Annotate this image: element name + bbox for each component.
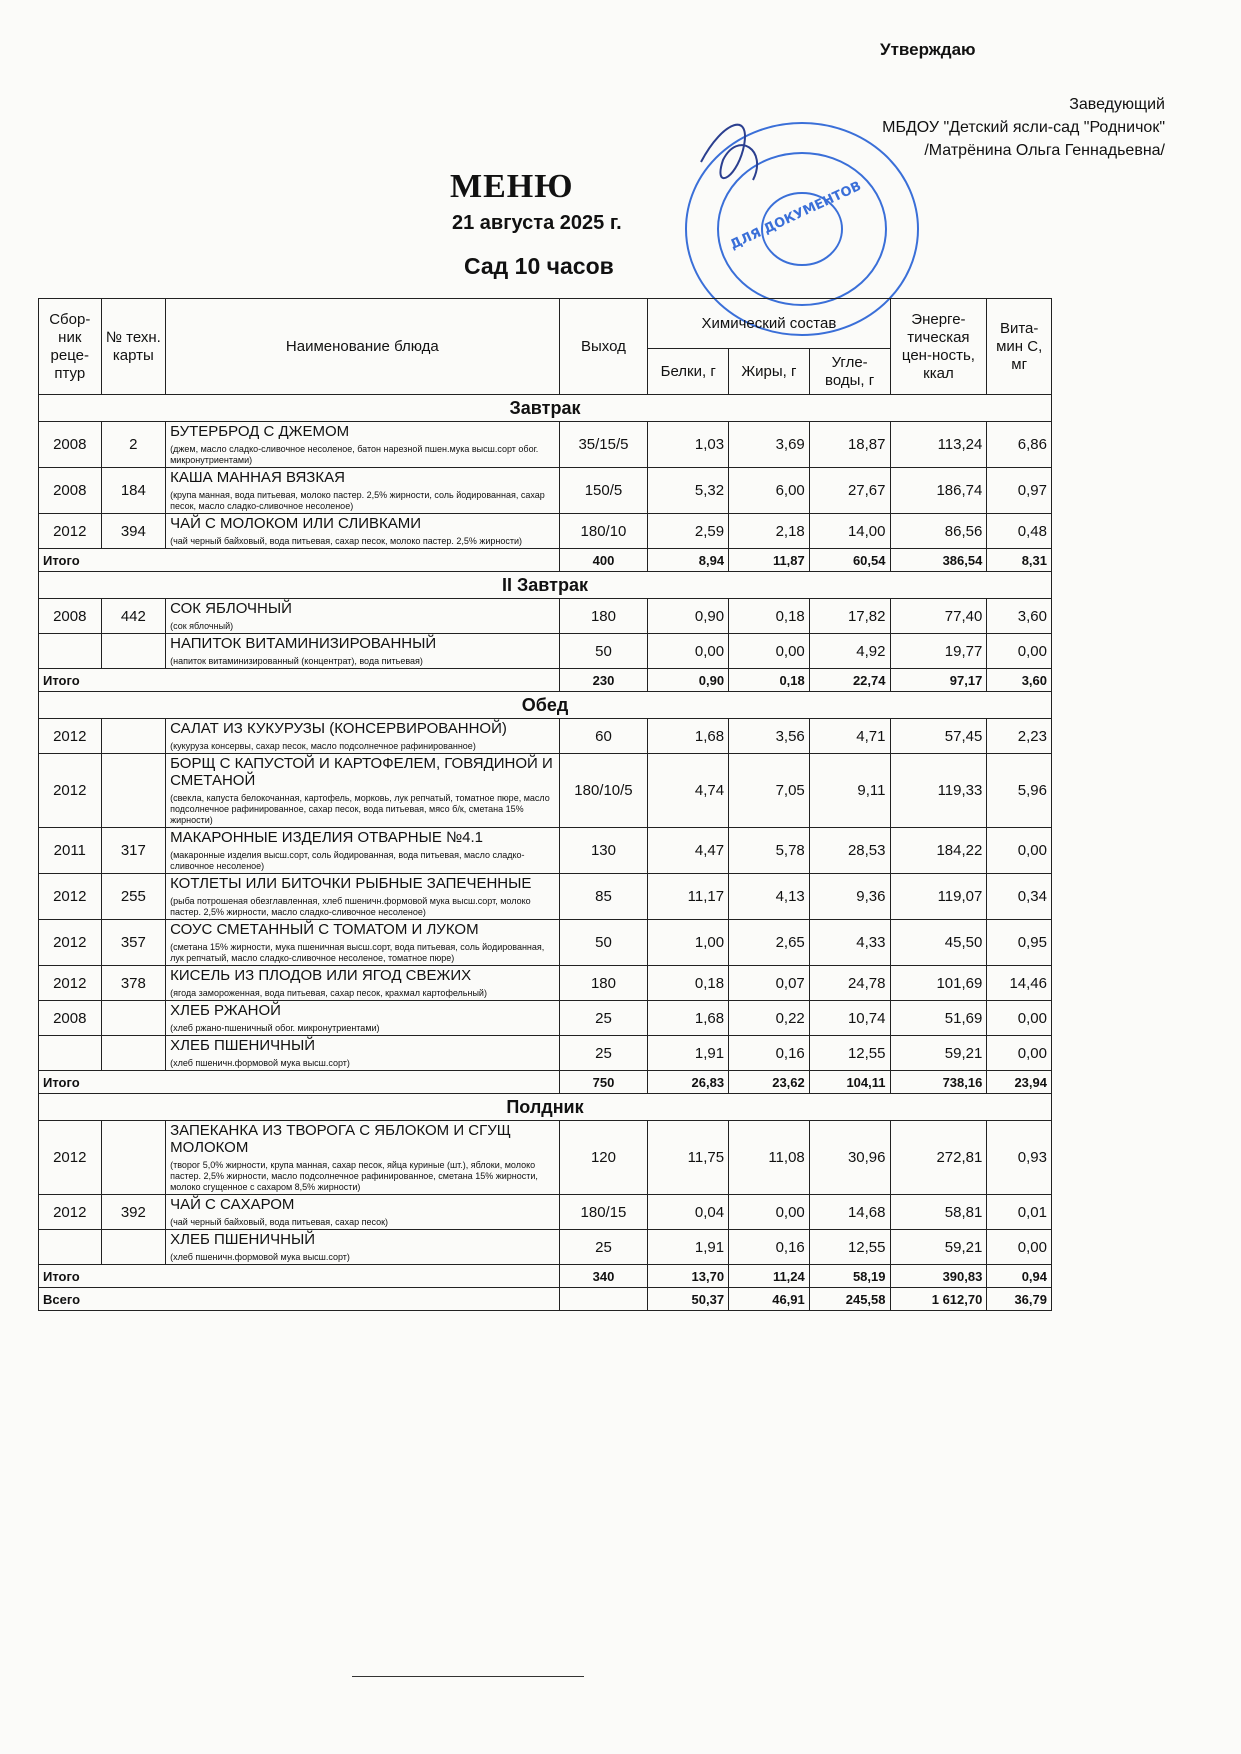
dish-name: ЧАЙ С САХАРОМ bbox=[170, 1196, 295, 1213]
dish-name: ХЛЕБ ПШЕНИЧНЫЙ bbox=[170, 1231, 316, 1248]
carbs-cell: 14,00 bbox=[809, 514, 890, 549]
collection-cell: 2012 bbox=[39, 754, 102, 828]
card-cell bbox=[101, 719, 166, 754]
vitc-cell: 5,96 bbox=[987, 754, 1052, 828]
vitc-cell: 0,00 bbox=[987, 1230, 1052, 1265]
total-energy: 386,54 bbox=[890, 549, 987, 572]
total-carbs: 58,19 bbox=[809, 1265, 890, 1288]
vitc-cell: 0,00 bbox=[987, 828, 1052, 874]
dish-row bbox=[39, 874, 1052, 920]
section-title: Обед bbox=[39, 692, 1052, 719]
col-yield: Выход bbox=[559, 299, 648, 395]
card-cell: 317 bbox=[101, 828, 166, 874]
fat-cell: 2,18 bbox=[729, 514, 810, 549]
total-fat: 11,87 bbox=[729, 549, 810, 572]
menu-subtitle: Сад 10 часов bbox=[464, 253, 614, 279]
dish-composition: (хлеб пшеничн.формовой мука высш.сорт) bbox=[170, 1058, 350, 1068]
dish-name: БУТЕРБРОД С ДЖЕМОМ bbox=[170, 423, 350, 440]
section-row bbox=[39, 572, 1052, 599]
carbs-cell: 14,68 bbox=[809, 1195, 890, 1230]
collection-cell: 2012 bbox=[39, 719, 102, 754]
energy-cell: 186,74 bbox=[890, 468, 987, 514]
total-fat: 0,18 bbox=[729, 669, 810, 692]
card-cell: 357 bbox=[101, 920, 166, 966]
dish-row bbox=[39, 966, 1052, 1001]
energy-cell: 58,81 bbox=[890, 1195, 987, 1230]
total-carbs: 22,74 bbox=[809, 669, 890, 692]
vitc-cell: 0,93 bbox=[987, 1121, 1052, 1195]
section-row bbox=[39, 1094, 1052, 1121]
dish-name: ХЛЕБ РЖАНОЙ bbox=[170, 1002, 281, 1019]
dish-composition: (хлеб ржано-пшеничный обог. микронутриентами) bbox=[170, 1023, 380, 1033]
dish-name: ХЛЕБ ПШЕНИЧНЫЙ bbox=[170, 1037, 316, 1054]
total-row bbox=[39, 669, 1052, 692]
dish-row bbox=[39, 920, 1052, 966]
dish-composition: (кукуруза консервы, сахар песок, масло подсолнечное рафинированное) bbox=[170, 741, 476, 751]
collection-cell: 2012 bbox=[39, 1195, 102, 1230]
dish-name: КОТЛЕТЫ ИЛИ БИТОЧКИ РЫБНЫЕ ЗАПЕЧЕННЫЕ bbox=[170, 875, 532, 892]
fat-cell: 5,78 bbox=[729, 828, 810, 874]
dish-cell bbox=[166, 920, 559, 966]
dish-row bbox=[39, 422, 1052, 468]
total-carbs: 60,54 bbox=[809, 549, 890, 572]
dish-row bbox=[39, 1230, 1052, 1265]
card-cell bbox=[101, 1230, 166, 1265]
energy-cell: 113,24 bbox=[890, 422, 987, 468]
carbs-cell: 12,55 bbox=[809, 1036, 890, 1071]
total-row bbox=[39, 1265, 1052, 1288]
energy-cell: 119,07 bbox=[890, 874, 987, 920]
fat-cell: 3,56 bbox=[729, 719, 810, 754]
signature-line bbox=[352, 1676, 584, 1677]
card-cell bbox=[101, 1036, 166, 1071]
vitc-cell: 0,00 bbox=[987, 1036, 1052, 1071]
fat-cell: 6,00 bbox=[729, 468, 810, 514]
protein-cell: 11,17 bbox=[648, 874, 729, 920]
col-collection: Сбор-ник реце-птур bbox=[39, 299, 102, 395]
card-cell bbox=[101, 754, 166, 828]
carbs-cell: 4,71 bbox=[809, 719, 890, 754]
yield-cell: 60 bbox=[559, 719, 648, 754]
grand-total-label: Всего bbox=[39, 1288, 560, 1311]
dish-composition: (сок яблочный) bbox=[170, 621, 234, 631]
protein-cell: 0,90 bbox=[648, 599, 729, 634]
energy-cell: 184,22 bbox=[890, 828, 987, 874]
vitc-cell: 14,46 bbox=[987, 966, 1052, 1001]
grand-total-energy: 1 612,70 bbox=[890, 1288, 987, 1311]
dish-row bbox=[39, 599, 1052, 634]
dish-cell bbox=[166, 1036, 559, 1071]
dish-name: СОУС СМЕТАННЫЙ С ТОМАТОМ И ЛУКОМ bbox=[170, 921, 479, 938]
col-carbs: Угле-воды, г bbox=[809, 349, 890, 395]
carbs-cell: 28,53 bbox=[809, 828, 890, 874]
total-energy: 738,16 bbox=[890, 1071, 987, 1094]
carbs-cell: 10,74 bbox=[809, 1001, 890, 1036]
protein-cell: 0,18 bbox=[648, 966, 729, 1001]
dish-cell bbox=[166, 754, 559, 828]
vitc-cell: 0,48 bbox=[987, 514, 1052, 549]
collection-cell: 2008 bbox=[39, 1001, 102, 1036]
dish-composition: (свекла, капуста белокочанная, картофель, морковь, лук репчатый, томатное пюре, масло подсолнечное рафинированное, сахар песок, вода питьевая, мясо б/к, сметана 15% жирности) bbox=[170, 793, 550, 825]
dish-name: КАША МАННАЯ ВЯЗКАЯ bbox=[170, 469, 345, 486]
collection-cell bbox=[39, 634, 102, 669]
head-name: /Матрёнина Ольга Геннадьевна/ bbox=[924, 142, 1165, 159]
grand-total-yield bbox=[559, 1288, 648, 1311]
protein-cell: 1,00 bbox=[648, 920, 729, 966]
vitc-cell: 3,60 bbox=[987, 599, 1052, 634]
col-fat: Жиры, г bbox=[729, 349, 810, 395]
protein-cell: 2,59 bbox=[648, 514, 729, 549]
grand-total-vitc: 36,79 bbox=[987, 1288, 1052, 1311]
card-cell: 255 bbox=[101, 874, 166, 920]
card-cell: 2 bbox=[101, 422, 166, 468]
energy-cell: 86,56 bbox=[890, 514, 987, 549]
page-title: МЕНЮ bbox=[450, 168, 574, 205]
total-label: Итого bbox=[39, 1071, 560, 1094]
protein-cell: 11,75 bbox=[648, 1121, 729, 1195]
fat-cell: 3,69 bbox=[729, 422, 810, 468]
dish-cell bbox=[166, 1230, 559, 1265]
yield-cell: 180/10/5 bbox=[559, 754, 648, 828]
card-cell bbox=[101, 1121, 166, 1195]
card-cell: 378 bbox=[101, 966, 166, 1001]
total-energy: 97,17 bbox=[890, 669, 987, 692]
dish-row bbox=[39, 514, 1052, 549]
dish-composition: (джем, масло сладко-сливочное несоленое, батон нарезной пшен.мука высш.сорт обог. микронутриентами) bbox=[170, 444, 539, 465]
grand-total-protein: 50,37 bbox=[648, 1288, 729, 1311]
dish-cell bbox=[166, 1121, 559, 1195]
carbs-cell: 9,36 bbox=[809, 874, 890, 920]
card-cell: 394 bbox=[101, 514, 166, 549]
dish-cell bbox=[166, 599, 559, 634]
dish-row bbox=[39, 634, 1052, 669]
total-vitc: 3,60 bbox=[987, 669, 1052, 692]
energy-cell: 119,33 bbox=[890, 754, 987, 828]
carbs-cell: 4,33 bbox=[809, 920, 890, 966]
protein-cell: 1,03 bbox=[648, 422, 729, 468]
col-card: № техн. карты bbox=[101, 299, 166, 395]
dish-name: МАКАРОННЫЕ ИЗДЕЛИЯ ОТВАРНЫЕ №4.1 bbox=[170, 829, 484, 846]
total-vitc: 8,31 bbox=[987, 549, 1052, 572]
dish-name: ЗАПЕКАНКА ИЗ ТВОРОГА С ЯБЛОКОМ И СГУЩ МОЛОКОМ bbox=[170, 1122, 511, 1156]
collection-cell: 2011 bbox=[39, 828, 102, 874]
grand-total-fat: 46,91 bbox=[729, 1288, 810, 1311]
menu-date: 21 августа 2025 г. bbox=[452, 212, 622, 234]
vitc-cell: 2,23 bbox=[987, 719, 1052, 754]
vitc-cell: 6,86 bbox=[987, 422, 1052, 468]
dish-name: ЧАЙ С МОЛОКОМ ИЛИ СЛИВКАМИ bbox=[170, 515, 422, 532]
fat-cell: 0,16 bbox=[729, 1036, 810, 1071]
dish-composition: (чай черный байховый, вода питьевая, сахар песок, молоко пастер. 2,5% жирности) bbox=[170, 536, 523, 546]
energy-cell: 57,45 bbox=[890, 719, 987, 754]
col-vitc: Вита-мин С, мг bbox=[987, 299, 1052, 395]
total-yield: 340 bbox=[559, 1265, 648, 1288]
vitc-cell: 0,34 bbox=[987, 874, 1052, 920]
vitc-cell: 0,01 bbox=[987, 1195, 1052, 1230]
dish-row bbox=[39, 1195, 1052, 1230]
collection-cell bbox=[39, 1230, 102, 1265]
total-yield: 750 bbox=[559, 1071, 648, 1094]
section-title: Полдник bbox=[39, 1094, 1052, 1121]
dish-composition: (крупа манная, вода питьевая, молоко пастер. 2,5% жирности, соль йодированная, сахар песок, масло сладко-сливочное несоленое) bbox=[170, 490, 545, 511]
total-vitc: 0,94 bbox=[987, 1265, 1052, 1288]
collection-cell: 2008 bbox=[39, 422, 102, 468]
yield-cell: 25 bbox=[559, 1036, 648, 1071]
total-label: Итого bbox=[39, 669, 560, 692]
energy-cell: 59,21 bbox=[890, 1036, 987, 1071]
protein-cell: 4,74 bbox=[648, 754, 729, 828]
fat-cell: 7,05 bbox=[729, 754, 810, 828]
organization-name: МБДОУ "Детский ясли-сад "Родничок" bbox=[882, 119, 1165, 136]
total-row bbox=[39, 549, 1052, 572]
grand-total-row bbox=[39, 1288, 1052, 1311]
yield-cell: 180 bbox=[559, 599, 648, 634]
dish-composition: (чай черный байховый, вода питьевая, сахар песок) bbox=[170, 1217, 389, 1227]
energy-cell: 59,21 bbox=[890, 1230, 987, 1265]
total-protein: 0,90 bbox=[648, 669, 729, 692]
fat-cell: 0,07 bbox=[729, 966, 810, 1001]
energy-cell: 51,69 bbox=[890, 1001, 987, 1036]
dish-composition: (напиток витаминизированный (концентрат), вода питьевая) bbox=[170, 656, 423, 666]
protein-cell: 1,91 bbox=[648, 1036, 729, 1071]
dish-name: СОК ЯБЛОЧНЫЙ bbox=[170, 600, 292, 617]
carbs-cell: 27,67 bbox=[809, 468, 890, 514]
fat-cell: 0,18 bbox=[729, 599, 810, 634]
total-row bbox=[39, 1071, 1052, 1094]
card-cell bbox=[101, 1001, 166, 1036]
card-cell: 184 bbox=[101, 468, 166, 514]
dish-row bbox=[39, 719, 1052, 754]
total-vitc: 23,94 bbox=[987, 1071, 1052, 1094]
dish-cell bbox=[166, 1195, 559, 1230]
total-energy: 390,83 bbox=[890, 1265, 987, 1288]
dish-name: БОРЩ С КАПУСТОЙ И КАРТОФЕЛЕМ, ГОВЯДИНОЙ И СМЕТАНОЙ bbox=[170, 755, 553, 789]
dish-cell bbox=[166, 514, 559, 549]
protein-cell: 0,00 bbox=[648, 634, 729, 669]
collection-cell: 2012 bbox=[39, 966, 102, 1001]
yield-cell: 35/15/5 bbox=[559, 422, 648, 468]
total-yield: 400 bbox=[559, 549, 648, 572]
head-position: Заведующий bbox=[1069, 96, 1165, 113]
yield-cell: 180/15 bbox=[559, 1195, 648, 1230]
yield-cell: 180 bbox=[559, 966, 648, 1001]
fat-cell: 2,65 bbox=[729, 920, 810, 966]
total-protein: 13,70 bbox=[648, 1265, 729, 1288]
protein-cell: 1,68 bbox=[648, 719, 729, 754]
fat-cell: 11,08 bbox=[729, 1121, 810, 1195]
approve-label: Утверждаю bbox=[880, 40, 976, 59]
energy-cell: 19,77 bbox=[890, 634, 987, 669]
carbs-cell: 4,92 bbox=[809, 634, 890, 669]
section-title: Завтрак bbox=[39, 395, 1052, 422]
yield-cell: 130 bbox=[559, 828, 648, 874]
col-name: Наименование блюда bbox=[166, 299, 559, 395]
vitc-cell: 0,97 bbox=[987, 468, 1052, 514]
total-label: Итого bbox=[39, 549, 560, 572]
vitc-cell: 0,95 bbox=[987, 920, 1052, 966]
section-title: II Завтрак bbox=[39, 572, 1052, 599]
dish-name: НАПИТОК ВИТАМИНИЗИРОВАННЫЙ bbox=[170, 635, 437, 652]
yield-cell: 25 bbox=[559, 1001, 648, 1036]
dish-composition: (рыба потрошеная обезглавленная, хлеб пшеничн.формовой мука высш.сорт, молоко пастер. 2,5% жирности, масло сладко-сливочное несоленое) bbox=[170, 896, 531, 917]
protein-cell: 5,32 bbox=[648, 468, 729, 514]
card-cell: 392 bbox=[101, 1195, 166, 1230]
col-protein: Белки, г bbox=[648, 349, 729, 395]
vitc-cell: 0,00 bbox=[987, 634, 1052, 669]
yield-cell: 180/10 bbox=[559, 514, 648, 549]
yield-cell: 50 bbox=[559, 634, 648, 669]
protein-cell: 0,04 bbox=[648, 1195, 729, 1230]
dish-name: КИСЕЛЬ ИЗ ПЛОДОВ ИЛИ ЯГОД СВЕЖИХ bbox=[170, 967, 472, 984]
total-protein: 26,83 bbox=[648, 1071, 729, 1094]
fat-cell: 4,13 bbox=[729, 874, 810, 920]
dish-name: САЛАТ ИЗ КУКУРУЗЫ (КОНСЕРВИРОВАННОЙ) bbox=[170, 720, 507, 737]
protein-cell: 1,91 bbox=[648, 1230, 729, 1265]
dish-cell bbox=[166, 422, 559, 468]
dish-row bbox=[39, 1001, 1052, 1036]
menu-table bbox=[38, 298, 1052, 1311]
col-energy: Энерге-тическая цен-ность, ккал bbox=[890, 299, 987, 395]
dish-row bbox=[39, 1121, 1052, 1195]
dish-cell bbox=[166, 828, 559, 874]
dish-cell bbox=[166, 874, 559, 920]
menu-body bbox=[39, 395, 1052, 1311]
dish-row bbox=[39, 828, 1052, 874]
dish-row bbox=[39, 754, 1052, 828]
energy-cell: 77,40 bbox=[890, 599, 987, 634]
dish-composition: (макаронные изделия высш.сорт, соль йодированная, вода питьевая, масло сладко-сливочное несоленое) bbox=[170, 850, 525, 871]
protein-cell: 1,68 bbox=[648, 1001, 729, 1036]
total-fat: 23,62 bbox=[729, 1071, 810, 1094]
collection-cell: 2008 bbox=[39, 599, 102, 634]
dish-composition: (творог 5,0% жирности, крупа манная, сахар песок, яйца куриные (шт.), яблоки, молоко пастер. 2,5% жирности, масло подсолнечное рафинированное, сметана 15% жирности, молоко сгущенное с сахаром 8,5% жирности) bbox=[170, 1160, 538, 1192]
total-fat: 11,24 bbox=[729, 1265, 810, 1288]
dish-cell bbox=[166, 468, 559, 514]
total-protein: 8,94 bbox=[648, 549, 729, 572]
vitc-cell: 0,00 bbox=[987, 1001, 1052, 1036]
dish-composition: (сметана 15% жирности, мука пшеничная высш.сорт, вода питьевая, соль йодированная, лук репчатый, масло сладко-сливочное несоленое, томатное пюре) bbox=[170, 942, 545, 963]
stamp-text: ДЛЯ ДОКУМЕНТОВ bbox=[728, 178, 864, 253]
total-carbs: 104,11 bbox=[809, 1071, 890, 1094]
yield-cell: 50 bbox=[559, 920, 648, 966]
carbs-cell: 30,96 bbox=[809, 1121, 890, 1195]
collection-cell: 2012 bbox=[39, 1121, 102, 1195]
dish-row bbox=[39, 468, 1052, 514]
dish-row bbox=[39, 1036, 1052, 1071]
signature-mark bbox=[701, 125, 757, 180]
card-cell bbox=[101, 634, 166, 669]
collection-cell: 2012 bbox=[39, 920, 102, 966]
carbs-cell: 18,87 bbox=[809, 422, 890, 468]
collection-cell: 2012 bbox=[39, 874, 102, 920]
carbs-cell: 9,11 bbox=[809, 754, 890, 828]
col-chem: Химический состав bbox=[648, 299, 890, 349]
protein-cell: 4,47 bbox=[648, 828, 729, 874]
yield-cell: 150/5 bbox=[559, 468, 648, 514]
collection-cell: 2012 bbox=[39, 514, 102, 549]
yield-cell: 85 bbox=[559, 874, 648, 920]
energy-cell: 45,50 bbox=[890, 920, 987, 966]
dish-composition: (хлеб пшеничн.формовой мука высш.сорт) bbox=[170, 1252, 350, 1262]
section-row bbox=[39, 395, 1052, 422]
dish-cell bbox=[166, 966, 559, 1001]
yield-cell: 25 bbox=[559, 1230, 648, 1265]
dish-cell bbox=[166, 1001, 559, 1036]
energy-cell: 101,69 bbox=[890, 966, 987, 1001]
dish-cell bbox=[166, 719, 559, 754]
card-cell: 442 bbox=[101, 599, 166, 634]
dish-cell bbox=[166, 634, 559, 669]
collection-cell bbox=[39, 1036, 102, 1071]
yield-cell: 120 bbox=[559, 1121, 648, 1195]
fat-cell: 0,00 bbox=[729, 634, 810, 669]
fat-cell: 0,22 bbox=[729, 1001, 810, 1036]
energy-cell: 272,81 bbox=[890, 1121, 987, 1195]
fat-cell: 0,00 bbox=[729, 1195, 810, 1230]
collection-cell: 2008 bbox=[39, 468, 102, 514]
dish-composition: (ягода замороженная, вода питьевая, сахар песок, крахмал картофельный) bbox=[170, 988, 487, 998]
grand-total-carbs: 245,58 bbox=[809, 1288, 890, 1311]
section-row bbox=[39, 692, 1052, 719]
total-yield: 230 bbox=[559, 669, 648, 692]
total-label: Итого bbox=[39, 1265, 560, 1288]
carbs-cell: 12,55 bbox=[809, 1230, 890, 1265]
carbs-cell: 17,82 bbox=[809, 599, 890, 634]
fat-cell: 0,16 bbox=[729, 1230, 810, 1265]
carbs-cell: 24,78 bbox=[809, 966, 890, 1001]
